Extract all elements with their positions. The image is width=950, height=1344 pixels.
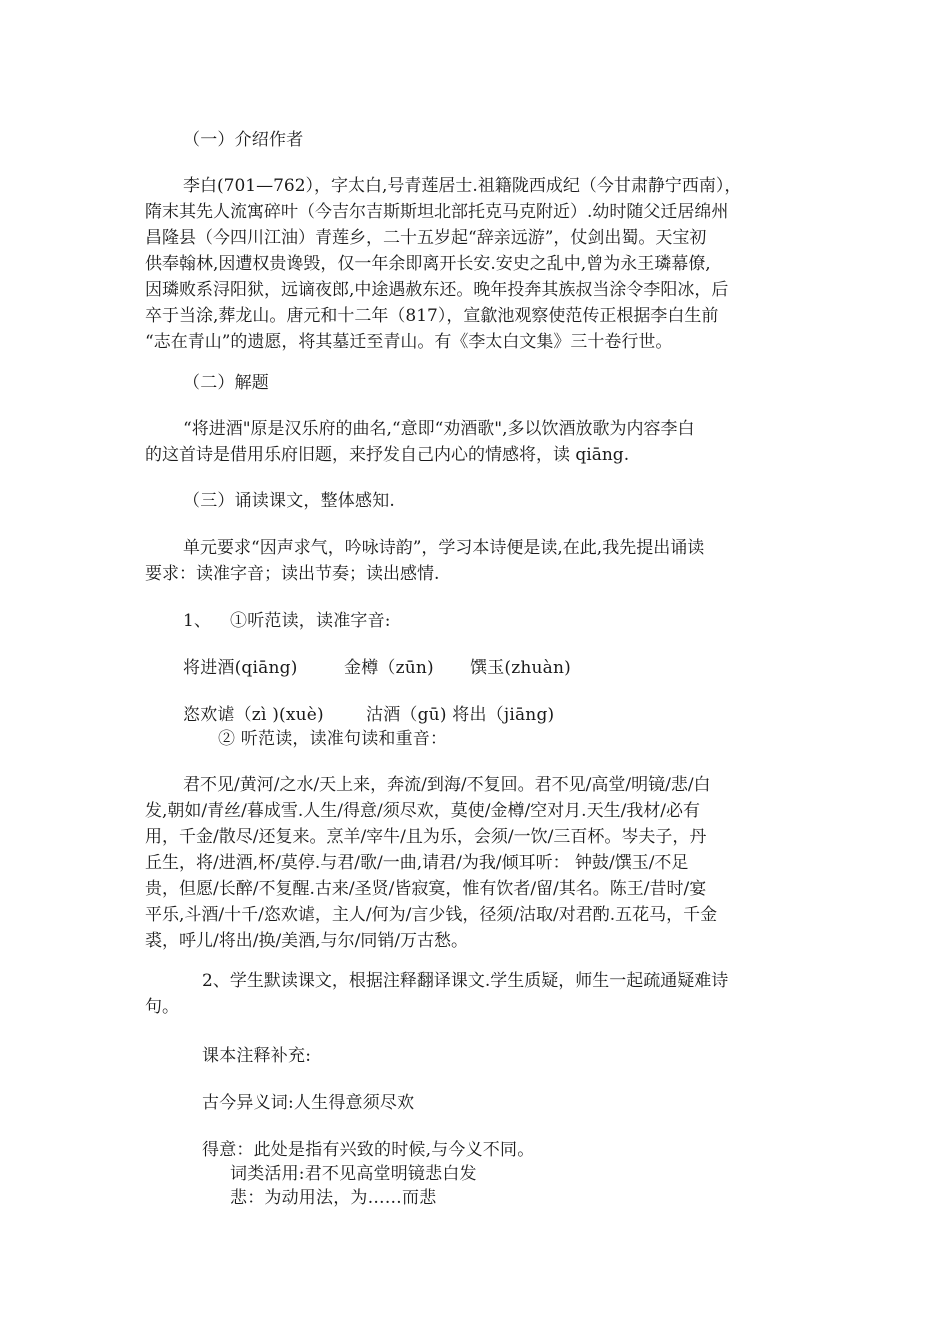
pronunciation-3: 馔玉(zhuàn)	[470, 658, 572, 678]
paragraph-line: 句。	[145, 997, 179, 1017]
reading-requirements-paragraph	[145, 535, 815, 587]
pronunciation-1: 将进酒(qiāng)	[183, 658, 298, 678]
section-heading-title: （二）解题	[183, 373, 269, 393]
poem-line: 丘生，将/进酒,杯/莫停.与君/歌/一曲,请君/为我/倾耳听： 钟鼓/馔玉/不足	[145, 853, 689, 873]
poem-line: 用，千金/散尽/还复来。烹羊/宰牛/且为乐，会须/一饮/三百杯。岑夫子，丹	[145, 827, 707, 847]
title-explanation-paragraph	[145, 416, 815, 468]
item-2-paragraph	[145, 968, 815, 1020]
notes-heading: 课本注释补充:	[202, 1046, 312, 1066]
paragraph-line: 单元要求“因声求气，吟咏诗韵”，学习本诗便是读,在此,我先提出诵读	[183, 538, 705, 558]
poem-line: 君不见/黄河/之水/天上来，奔流/到海/不复回。君不见/高堂/明镜/悲/白	[183, 775, 711, 795]
author-paragraph	[145, 173, 815, 355]
pronunciation-2: 金樽（zūn)	[344, 658, 434, 678]
paragraph-line: 卒于当涂,葬龙山。唐元和十二年（817），宣歙池观察使范传正根据李白生前	[145, 306, 719, 326]
paragraph-line: “志在青山”的遗愿，将其墓迁至青山。有《李太白文集》三十卷行世。	[145, 332, 673, 352]
paragraph-line: 因璘败系浔阳狱，远谪夜郎,中途遇赦东还。晚年投奔其族叔当涂令李阳冰，后	[145, 280, 729, 300]
poem-paragraph	[145, 772, 815, 954]
paragraph-line: 2、学生默读课文，根据注释翻译课文.学生质疑，师生一起疏通疑难诗	[202, 971, 729, 991]
poem-line: 裘，呼儿/将出/换/美酒,与尔/同销/万古愁。	[145, 931, 469, 951]
note-3: 词类活用:君不见高堂明镜悲白发	[230, 1164, 477, 1184]
paragraph-line: 供奉翰林,因遭权贵谗毁，仅一年余即离开长安.安史之乱中,曾为永王璘幕僚,	[145, 254, 711, 274]
paragraph-line: 的这首诗是借用乐府旧题，来抒发自己内心的情感将，读 qiāng.	[145, 445, 630, 465]
poem-line: 平乐,斗酒/十千/恣欢谑，主人/何为/言少钱，径须/沽取/对君酌.五花马，千金	[145, 905, 718, 925]
poem-line: 贵，但愿/长醉/不复醒.古来/圣贤/皆寂寞，惟有饮者/留/其名。陈王/昔时/宴	[145, 879, 707, 899]
poem-line: 发,朝如/青丝/暮成雪.人生/得意/须尽欢，莫使/金樽/空对月.天生/我材/必有	[145, 801, 701, 821]
item-1b-text: ② 听范读，读准句读和重音：	[218, 729, 448, 749]
item-1-text: ①听范读，读准字音:	[230, 611, 391, 631]
paragraph-line: 昌隆县（今四川江油）青莲乡，二十五岁起“辞亲远游”，仗剑出蜀。天宝初	[145, 228, 707, 248]
paragraph-line: 隋末其先人流寓碎叶（今吉尔吉斯斯坦北部托克马克附近）.幼时随父迁居绵州	[145, 202, 729, 222]
note-2: 得意：此处是指有兴致的时候,与今义不同。	[202, 1140, 535, 1160]
note-1: 古今异义词:人生得意须尽欢	[202, 1093, 415, 1113]
section-heading-reading: （三）诵读课文，整体感知.	[183, 491, 396, 511]
item-1-number: 1、	[183, 611, 212, 631]
paragraph-line: 李白(701—762），字太白,号青莲居士.祖籍陇西成纪（今甘肃静宁西南），	[183, 176, 742, 196]
pronunciation-4: 恣欢谑（zì )(xuè)	[183, 705, 324, 725]
pronunciation-5: 沽酒（gū) 将出（jiāng)	[366, 705, 555, 725]
paragraph-line: 要求：读准字音；读出节奏；读出感情.	[145, 564, 440, 584]
note-4: 悲：为动用法，为……而悲	[230, 1188, 437, 1208]
paragraph-line: “将进酒"原是汉乐府的曲名,“意即“劝酒歌",多以饮酒放歌为内容李白	[183, 419, 695, 439]
section-heading-author: （一）介绍作者	[183, 130, 304, 150]
